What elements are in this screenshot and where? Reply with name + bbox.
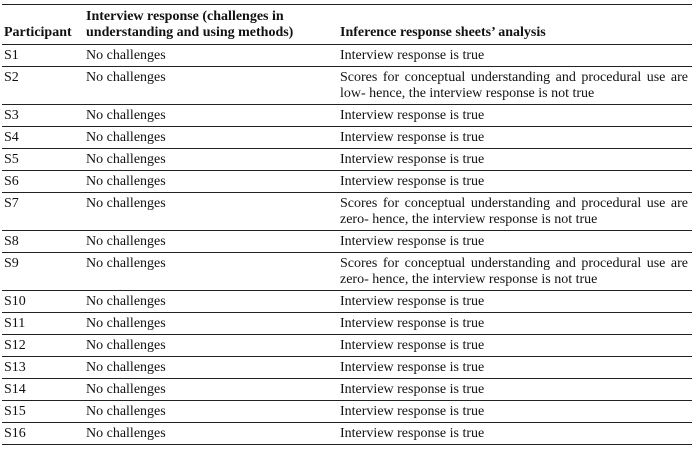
results-table-container [2, 4, 692, 445]
participant-cell: S3 [4, 108, 19, 123]
analysis-cell: Interview response is true [340, 48, 485, 63]
analysis-cell: Interview response is true [340, 294, 485, 309]
interview-response-cell: No challenges [86, 316, 166, 331]
interview-response-cell: No challenges [86, 404, 166, 419]
table-row [2, 67, 692, 105]
table-body [2, 45, 692, 445]
table-header [2, 5, 692, 45]
participant-cell: S11 [4, 316, 26, 331]
header-row [2, 5, 692, 45]
analysis-cell: Interview response is true [340, 234, 485, 249]
analysis-cell: Interview response is true [340, 404, 485, 419]
participant-cell: S8 [4, 234, 19, 249]
participant-cell: S5 [4, 152, 19, 167]
interview-response-cell: No challenges [86, 174, 166, 189]
analysis-cell: Interview response is true [340, 382, 485, 397]
table-row [2, 423, 692, 445]
interview-response-cell: No challenges [86, 152, 166, 167]
interview-response-cell: No challenges [86, 196, 166, 211]
table-row [2, 193, 692, 231]
header-participant: Participant [4, 25, 72, 40]
participant-cell: S12 [4, 338, 26, 353]
analysis-cell: Scores for conceptual understanding and procedural use are zero- hence, the interview response is not true [340, 256, 688, 287]
analysis-cell: Interview response is true [340, 338, 485, 353]
analysis-cell: Interview response is true [340, 152, 485, 167]
participant-cell: S2 [4, 70, 19, 85]
header-interview-response: Interview response (challenges in understanding and using methods) [86, 9, 294, 40]
participant-cell: S6 [4, 174, 19, 189]
interview-response-cell: No challenges [86, 426, 166, 441]
participant-cell: S14 [4, 382, 26, 397]
table-row [2, 45, 692, 67]
table-row [2, 149, 692, 171]
results-table [2, 4, 692, 445]
interview-response-cell: No challenges [86, 70, 166, 85]
table-row [2, 253, 692, 291]
interview-response-cell: No challenges [86, 338, 166, 353]
participant-cell: S1 [4, 48, 19, 63]
interview-response-cell: No challenges [86, 108, 166, 123]
interview-response-cell: No challenges [86, 294, 166, 309]
table-row [2, 401, 692, 423]
interview-response-cell: No challenges [86, 256, 166, 271]
table-row [2, 313, 692, 335]
table-row [2, 291, 692, 313]
participant-cell: S4 [4, 130, 19, 145]
analysis-cell: Interview response is true [340, 426, 485, 441]
participant-cell: S13 [4, 360, 26, 375]
interview-response-cell: No challenges [86, 382, 166, 397]
interview-response-cell: No challenges [86, 234, 166, 249]
participant-cell: S15 [4, 404, 26, 419]
participant-cell: S7 [4, 196, 19, 211]
analysis-cell: Scores for conceptual understanding and procedural use are low- hence, the interview response is not true [340, 70, 688, 101]
analysis-cell: Interview response is true [340, 108, 485, 123]
analysis-cell: Scores for conceptual understanding and procedural use are zero- hence, the interview response is not true [340, 196, 688, 227]
analysis-cell: Interview response is true [340, 360, 485, 375]
participant-cell: S10 [4, 294, 26, 309]
participant-cell: S16 [4, 426, 26, 441]
header-analysis: Inference response sheets’ analysis [340, 25, 546, 40]
table-row [2, 127, 692, 149]
analysis-cell: Interview response is true [340, 174, 485, 189]
interview-response-cell: No challenges [86, 360, 166, 375]
participant-cell: S9 [4, 256, 19, 271]
table-row [2, 335, 692, 357]
interview-response-cell: No challenges [86, 48, 166, 63]
table-row [2, 171, 692, 193]
table-row [2, 105, 692, 127]
table-row [2, 357, 692, 379]
table-row [2, 231, 692, 253]
table-row [2, 379, 692, 401]
analysis-cell: Interview response is true [340, 130, 485, 145]
interview-response-cell: No challenges [86, 130, 166, 145]
analysis-cell: Interview response is true [340, 316, 485, 331]
